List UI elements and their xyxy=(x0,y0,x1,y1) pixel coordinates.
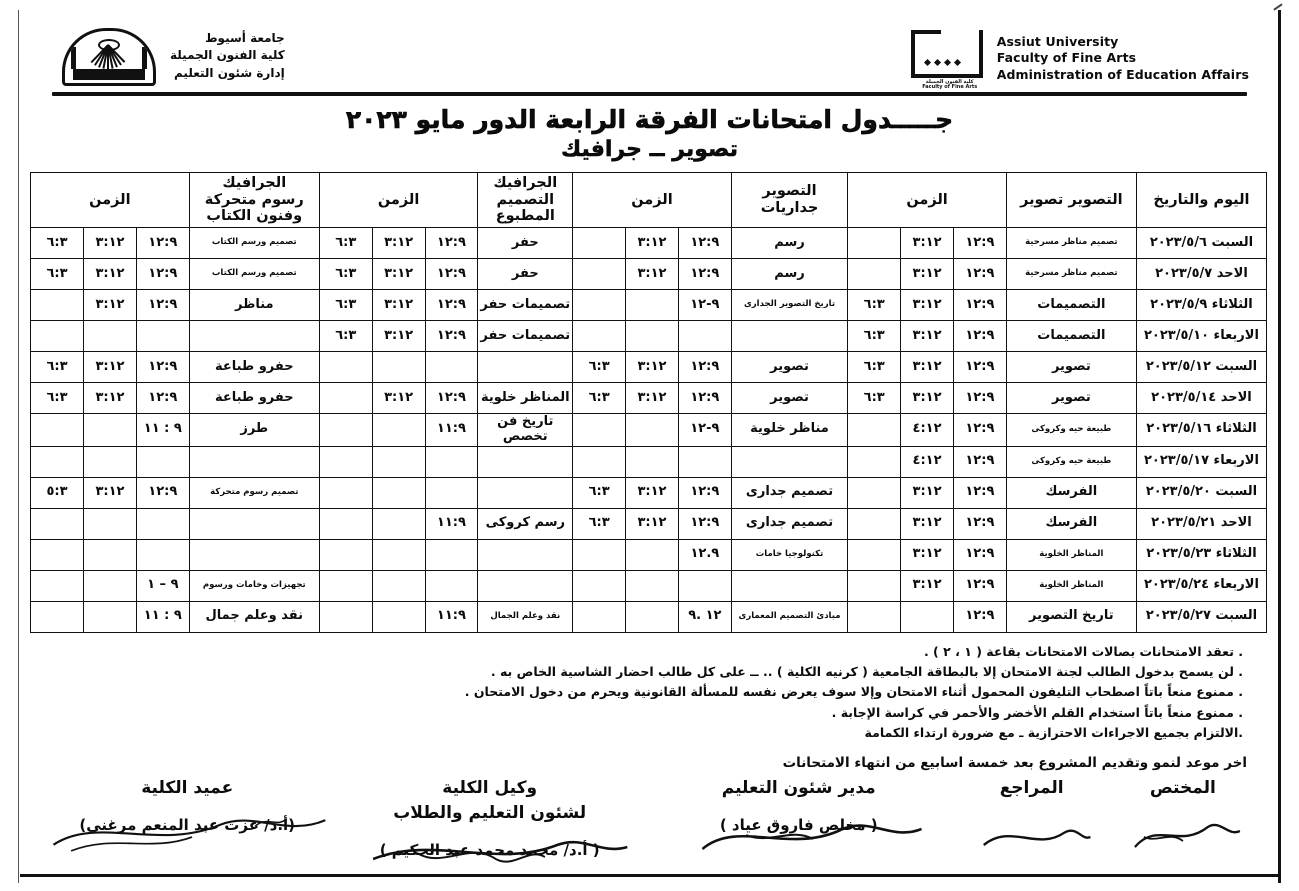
cell-p1: ١٢:٩ xyxy=(953,259,1006,290)
logo-caption-ar: كلية الفنون الجميلة xyxy=(925,78,974,85)
col-header-murals: التصوير جداريات xyxy=(731,173,848,228)
cell-m3 xyxy=(573,290,626,321)
cell-m2: ٣:١٢ xyxy=(626,228,679,259)
english-line-1: Assiut University xyxy=(996,34,1119,49)
arabic-line-2: كلية الفنون الجميلة xyxy=(170,48,285,63)
col-header-date: اليوم والتاريخ xyxy=(1136,173,1266,228)
cell-photo: طبيعة حيه وكروكى xyxy=(1006,446,1136,477)
cell-m3: ٦:٣ xyxy=(573,477,626,508)
cell-p2: ٣:١٢ xyxy=(901,290,954,321)
cell-gp2: ٣:١٢ xyxy=(372,259,425,290)
cell-p2: ٣:١٢ xyxy=(901,228,954,259)
cell-gp3 xyxy=(319,383,372,414)
cell-ga3 xyxy=(31,601,84,632)
cell-p1: ١٢:٩ xyxy=(953,446,1006,477)
cell-p2: ٣:١٢ xyxy=(901,321,954,352)
cell-p2: ٣:١٢ xyxy=(901,352,954,383)
cell-p3 xyxy=(848,477,901,508)
cell-p2 xyxy=(901,601,954,632)
cell-photo: التصميمات xyxy=(1006,290,1136,321)
cell-murals: رسم xyxy=(731,228,848,259)
cell-murals xyxy=(731,446,848,477)
cell-gp1 xyxy=(425,570,478,601)
cell-gp3 xyxy=(319,352,372,383)
cell-murals xyxy=(731,321,848,352)
cell-gp3 xyxy=(319,508,372,539)
table-row xyxy=(31,228,1267,259)
cell-ganim: نقد وعلم جمال xyxy=(189,601,319,632)
cell-gprint xyxy=(478,477,573,508)
signature-subtitle: لشئون التعليم والطلاب xyxy=(393,803,587,824)
table-row xyxy=(31,383,1267,414)
cell-p3 xyxy=(848,228,901,259)
cell-m1 xyxy=(678,570,731,601)
cell-m1: ١٢ .٩ xyxy=(678,601,731,632)
cell-ga1: ١٢:٩ xyxy=(136,477,189,508)
cell-ga3: ٦:٣ xyxy=(31,383,84,414)
cell-gprint: حفر xyxy=(478,259,573,290)
cell-p2: ٣:١٢ xyxy=(901,259,954,290)
signature-name: ( مخلص فاروق عياد ) xyxy=(719,816,878,835)
cell-m3 xyxy=(573,259,626,290)
cell-ga1: ١٢:٩ xyxy=(136,383,189,414)
cell-ga1: ١٢:٩ xyxy=(136,290,189,321)
table-row xyxy=(31,570,1267,601)
col-header-photography: التصوير تصوير xyxy=(1006,173,1136,228)
signature-title: مدير شئون التعليم xyxy=(721,778,876,799)
english-line-2: Faculty of Fine Arts xyxy=(996,50,1137,66)
cell-p3: ٦:٣ xyxy=(848,290,901,321)
cell-ga1: ١٢:٩ xyxy=(136,259,189,290)
cell-ga1 xyxy=(136,321,189,352)
table-row xyxy=(31,508,1267,539)
cell-gp2 xyxy=(372,446,425,477)
cell-gprint: رسم كروكى xyxy=(478,508,573,539)
cell-m3: ٦:٣ xyxy=(573,508,626,539)
table-row xyxy=(31,477,1267,508)
cell-ganim: طرز xyxy=(189,414,319,447)
corner-mark xyxy=(1273,3,1282,10)
cell-p1: ١٢:٩ xyxy=(953,601,1006,632)
cell-ga1 xyxy=(136,539,189,570)
table-row xyxy=(31,446,1267,477)
cell-gprint: المناظر خلوية xyxy=(478,383,573,414)
cell-m1 xyxy=(678,446,731,477)
page-title: جـــــدول امتحانات الفرقة الرابعة الدور مايو ٢٠٢٣ xyxy=(345,105,954,134)
cell-date: السبت ٢٠٢٣/٥/١٢ xyxy=(1136,352,1266,383)
cell-p2: ٣:١٢ xyxy=(901,570,954,601)
cell-gprint xyxy=(478,539,573,570)
cell-ganim xyxy=(189,446,319,477)
cell-p1: ١٢:٩ xyxy=(953,228,1006,259)
project-deadline-note: اخر موعد لنمو وتقديم المشروع بعد خمسة اسابيع من انتهاء الامتحانات xyxy=(782,755,1247,772)
cell-photo: تصوير xyxy=(1006,383,1136,414)
cell-date: الثلاثاء ٢٠٢٣/٥/٩ xyxy=(1136,290,1266,321)
cell-gp2 xyxy=(372,570,425,601)
exam-schedule-table xyxy=(30,172,1267,633)
cell-m2: ٣:١٢ xyxy=(626,352,679,383)
cell-date: الاحد ٢٠٢٣/٥/١٤ xyxy=(1136,383,1266,414)
col-header-graphic-print xyxy=(478,173,573,228)
cell-photo: الفرسك xyxy=(1006,477,1136,508)
cell-m1: ٩-١٢ xyxy=(678,414,731,447)
cell-ga1 xyxy=(136,446,189,477)
page-subtitle: تصوير ــ جرافيك xyxy=(561,137,738,162)
table-row xyxy=(31,352,1267,383)
cell-p3 xyxy=(848,446,901,477)
cell-m2 xyxy=(626,570,679,601)
cell-m1 xyxy=(678,321,731,352)
cell-gp2 xyxy=(372,477,425,508)
cell-murals: تاريخ التصوير الجدارى xyxy=(731,290,848,321)
cell-p3 xyxy=(848,508,901,539)
cell-photo: تاريخ التصوير xyxy=(1006,601,1136,632)
cell-murals: تكنولوجيا خامات xyxy=(731,539,848,570)
cell-m2 xyxy=(626,446,679,477)
cell-gp2: ٣:١٢ xyxy=(372,290,425,321)
cell-photo: تصميم مناظر مسرحية xyxy=(1006,228,1136,259)
cell-gprint: تصميمات حفر xyxy=(478,290,573,321)
cell-ganim xyxy=(189,508,319,539)
cell-ganim xyxy=(189,321,319,352)
cell-murals: مبادئ التصميم المعمارى xyxy=(731,601,848,632)
cell-gprint xyxy=(478,352,573,383)
cell-photo: التصميمات xyxy=(1006,321,1136,352)
cell-murals: تصوير xyxy=(731,352,848,383)
cell-ga3 xyxy=(31,321,84,352)
cell-ganim: تجهيزات وخامات ورسوم xyxy=(189,570,319,601)
cell-p1: ١٢:٩ xyxy=(953,383,1006,414)
cell-murals: تصميم جدارى xyxy=(731,477,848,508)
cell-gp2 xyxy=(372,539,425,570)
cell-ga2 xyxy=(84,321,137,352)
cell-ga2: ٣:١٢ xyxy=(84,352,137,383)
cell-gp3 xyxy=(319,601,372,632)
signature-name: (أ.د/ عزت عبد المنعم مرغنى) xyxy=(79,816,296,835)
schedule-table-wrap xyxy=(30,172,1267,633)
table-row xyxy=(31,539,1267,570)
cell-ga2: ٣:١٢ xyxy=(84,259,137,290)
col-header-time-2: الزمن xyxy=(573,173,732,228)
signature-block-director-education xyxy=(641,777,957,859)
cell-date: الاربعاء ٢٠٢٣/٥/١٧ xyxy=(1136,446,1266,477)
cell-p2: ٣:١٢ xyxy=(901,477,954,508)
cell-p3 xyxy=(848,414,901,447)
note-item: . ممنوع منعاً باتاً اصطحاب التليفون المحمول أثناء الامتحان وإلا سوف يعرض نفسه للمسألة القانونية ويحرم من دخول الامتحان . xyxy=(464,684,1243,700)
signature-name: ( أ.د/ محمد محمد عبد الحكيم ) xyxy=(379,841,600,859)
cell-photo: الفرسك xyxy=(1006,508,1136,539)
cell-date: السبت ٢٠٢٣/٥/٦ xyxy=(1136,228,1266,259)
cell-gp3 xyxy=(319,539,372,570)
arabic-line-3: إدارة شئون التعليم xyxy=(174,65,285,80)
graphic-print-line-1: الجرافيك التصميم xyxy=(493,174,558,208)
header-divider xyxy=(52,92,1247,96)
cell-p1: ١٢:٩ xyxy=(953,539,1006,570)
cell-ga1: ٩ : ١١ xyxy=(136,414,189,447)
cell-ga3 xyxy=(31,539,84,570)
cell-ga3 xyxy=(31,570,84,601)
cell-ga3: ٦:٣ xyxy=(31,228,84,259)
cell-m1: ١٢:٩ xyxy=(678,259,731,290)
cell-m3 xyxy=(573,321,626,352)
cell-gp2 xyxy=(372,352,425,383)
cell-m1: ٩-١٢ xyxy=(678,290,731,321)
signature-title-specialist-wrap xyxy=(1150,777,1216,800)
english-letterhead-lines xyxy=(997,22,1249,83)
cell-m3 xyxy=(573,414,626,447)
cell-gprint: نقد وعلم الجمال xyxy=(478,601,573,632)
note-item: .الالتزام بجميع الاجراءات الاحترازية ـ مع ضرورة ارتداء الكمامة xyxy=(864,724,1243,740)
cell-gp1: ١٢:٩ xyxy=(425,259,478,290)
cell-photo: تصوير xyxy=(1006,352,1136,383)
cell-photo: طبيعة حيه وكروكى xyxy=(1006,414,1136,447)
signature-title: المختص xyxy=(1149,778,1216,799)
cell-gp1: ١٢:٩ xyxy=(425,383,478,414)
cell-ga3 xyxy=(31,290,84,321)
cell-murals: تصميم جدارى xyxy=(731,508,848,539)
cell-gp2: ٣:١٢ xyxy=(372,383,425,414)
cell-ganim: حفرو طباعة xyxy=(189,383,319,414)
cell-gp1: ١٢:٩ xyxy=(425,321,478,352)
cell-date: الاحد ٢٠٢٣/٥/٧ xyxy=(1136,259,1266,290)
graphic-anim-line-2: رسوم متحركة وفنون الكتاب xyxy=(204,191,304,225)
cell-m1: ١٢:٩ xyxy=(678,383,731,414)
cell-gp2 xyxy=(372,601,425,632)
cell-date: السبت ٢٠٢٣/٥/٢٠ xyxy=(1136,477,1266,508)
cell-ga3: ٥:٣ xyxy=(31,477,84,508)
cell-p2: ٤:١٢ xyxy=(901,414,954,447)
cell-ga2: ٣:١٢ xyxy=(84,228,137,259)
cell-date: الاحد ٢٠٢٣/٥/٢١ xyxy=(1136,508,1266,539)
cell-ganim: تصميم رسوم متحركة xyxy=(189,477,319,508)
signature-mark xyxy=(957,811,1259,857)
cell-m1: ١٢:٩ xyxy=(678,477,731,508)
letterhead-right xyxy=(62,22,285,86)
cell-ga1: ١٢:٩ xyxy=(136,228,189,259)
cell-gprint: تاريخ فن تخصص xyxy=(478,414,573,447)
signature-block-education-affairs xyxy=(957,777,1259,859)
cell-photo: المناظر الخلوية xyxy=(1006,539,1136,570)
cell-murals: مناظر خلوية xyxy=(731,414,848,447)
cell-ga2: ٣:١٢ xyxy=(84,383,137,414)
cell-m3 xyxy=(573,446,626,477)
cell-p2: ٤:١٢ xyxy=(901,446,954,477)
cell-ga2 xyxy=(84,414,137,447)
table-row xyxy=(31,259,1267,290)
title-block xyxy=(22,105,1277,162)
signature-title: المراجع xyxy=(999,778,1064,799)
cell-m3 xyxy=(573,601,626,632)
cell-gp2 xyxy=(372,508,425,539)
cell-p2: ٣:١٢ xyxy=(901,383,954,414)
cell-p1: ١٢:٩ xyxy=(953,290,1006,321)
cell-p2: ٣:١٢ xyxy=(901,539,954,570)
cell-gp1 xyxy=(425,477,478,508)
cell-m2 xyxy=(626,321,679,352)
cell-ganim: تصميم ورسم الكتاب xyxy=(189,228,319,259)
notes-list xyxy=(22,642,1243,743)
table-row xyxy=(31,290,1267,321)
cell-date: السبت ٢٠٢٣/٥/٢٧ xyxy=(1136,601,1266,632)
cell-m3: ٦:٣ xyxy=(573,383,626,414)
cell-gp3: ٦:٣ xyxy=(319,259,372,290)
cell-p3 xyxy=(848,259,901,290)
cell-gp3 xyxy=(319,446,372,477)
cell-m1: ١٢:٩ xyxy=(678,508,731,539)
cell-m2: ٣:١٢ xyxy=(626,477,679,508)
cell-m3: ٦:٣ xyxy=(573,352,626,383)
cell-murals: رسم xyxy=(731,259,848,290)
footer-divider xyxy=(20,874,1279,877)
logo-caption-en: Faculty of Fine Arts xyxy=(922,84,978,91)
university-seal-icon xyxy=(62,28,156,86)
cell-ga2 xyxy=(84,570,137,601)
cell-ga3: ٦:٣ xyxy=(31,352,84,383)
cell-p1: ١٢:٩ xyxy=(953,477,1006,508)
cell-ganim: تصميم ورسم الكتاب xyxy=(189,259,319,290)
table-header-row xyxy=(31,173,1267,228)
col-header-graphic-animation xyxy=(189,173,319,228)
cell-m2 xyxy=(626,601,679,632)
cell-ga2: ٣:١٢ xyxy=(84,290,137,321)
arabic-letterhead-lines xyxy=(170,22,285,82)
cell-date: الثلاثاء ٢٠٢٣/٥/٢٣ xyxy=(1136,539,1266,570)
cell-ga2 xyxy=(84,508,137,539)
cell-m3 xyxy=(573,570,626,601)
cell-m2: ٣:١٢ xyxy=(626,508,679,539)
cell-gp1: ١٢:٩ xyxy=(425,228,478,259)
cell-p3 xyxy=(848,570,901,601)
cell-m1: ١٢:٩ xyxy=(678,228,731,259)
cell-ga2 xyxy=(84,601,137,632)
signature-title: عميد الكلية xyxy=(141,778,234,799)
table-row xyxy=(31,601,1267,632)
cell-ga3: ٦:٣ xyxy=(31,259,84,290)
cell-ga2 xyxy=(84,539,137,570)
cell-m3 xyxy=(573,228,626,259)
cell-murals xyxy=(731,570,848,601)
cell-gp3: ٦:٣ xyxy=(319,290,372,321)
cell-gprint: حفر xyxy=(478,228,573,259)
cell-p3 xyxy=(848,601,901,632)
cell-ga3 xyxy=(31,414,84,447)
cell-gp1 xyxy=(425,539,478,570)
cell-m2: ٣:١٢ xyxy=(626,383,679,414)
arabic-line-1: جامعة أسيوط xyxy=(205,31,285,45)
col-header-time-1: الزمن xyxy=(848,173,1007,228)
cell-gp3 xyxy=(319,570,372,601)
signature-row xyxy=(22,777,1277,859)
table-body xyxy=(31,228,1267,633)
cell-ga1: ١٢:٩ xyxy=(136,352,189,383)
cell-m1: ١٢.٩ xyxy=(678,539,731,570)
cell-gp3: ٦:٣ xyxy=(319,228,372,259)
cell-ganim: حفرو طباعة xyxy=(189,352,319,383)
cell-murals: تصوير xyxy=(731,383,848,414)
cell-ga2: ٣:١٢ xyxy=(84,477,137,508)
cell-date: الاربعاء ٢٠٢٣/٥/٢٤ xyxy=(1136,570,1266,601)
cell-gp1: ١٢:٩ xyxy=(425,290,478,321)
cell-ga1: ٩ : ١١ xyxy=(136,601,189,632)
cell-gp1 xyxy=(425,446,478,477)
cell-p3: ٦:٣ xyxy=(848,352,901,383)
cell-m3 xyxy=(573,539,626,570)
cell-p1: ١٢:٩ xyxy=(953,508,1006,539)
signature-block-dean xyxy=(36,777,338,859)
english-line-3: Administration of Education Affairs xyxy=(996,66,1249,82)
graphic-anim-line-1: الجرافيك xyxy=(222,174,287,191)
col-header-time-4: الزمن xyxy=(31,173,190,228)
table-row xyxy=(31,414,1267,447)
cell-p1: ١٢:٩ xyxy=(953,352,1006,383)
signature-block-vice-dean xyxy=(338,777,640,859)
cell-p1: ١٢:٩ xyxy=(953,414,1006,447)
faculty-logo-icon xyxy=(911,30,983,91)
cell-ga1 xyxy=(136,508,189,539)
cell-gprint: تصميمات حفر xyxy=(478,321,573,352)
table-row xyxy=(31,321,1267,352)
cell-ga1: ٩ – ١ xyxy=(136,570,189,601)
cell-gp3 xyxy=(319,477,372,508)
cell-m2: ٣:١٢ xyxy=(626,259,679,290)
cell-gp1: ١١:٩ xyxy=(425,601,478,632)
cell-gp2 xyxy=(372,414,425,447)
cell-gp1: ١١:٩ xyxy=(425,414,478,447)
cell-gp3 xyxy=(319,414,372,447)
cell-ganim xyxy=(189,539,319,570)
cell-p1: ١٢:٩ xyxy=(953,321,1006,352)
note-item: . تعقد الامتحانات بصالات الامتحانات بقاعة ( ١ ، ٢ ) . xyxy=(923,643,1243,659)
col-header-time-3: الزمن xyxy=(319,173,478,228)
cell-date: الاربعاء ٢٠٢٣/٥/١٠ xyxy=(1136,321,1266,352)
cell-ga3 xyxy=(31,446,84,477)
cell-p1: ١٢:٩ xyxy=(953,570,1006,601)
cell-p3: ٦:٣ xyxy=(848,383,901,414)
note-item: . ممنوع منعاً باتاً استخدام القلم الأخضر والأحمر في كراسة الإجابة . xyxy=(831,704,1243,720)
cell-gp1: ١١:٩ xyxy=(425,508,478,539)
cell-gp3: ٦:٣ xyxy=(319,321,372,352)
cell-photo: المناظر الخلوية xyxy=(1006,570,1136,601)
cell-m2 xyxy=(626,290,679,321)
cell-gp2: ٣:١٢ xyxy=(372,321,425,352)
cell-ganim: مناظر xyxy=(189,290,319,321)
cell-date: الثلاثاء ٢٠٢٣/٥/١٦ xyxy=(1136,414,1266,447)
cell-gp2: ٣:١٢ xyxy=(372,228,425,259)
graphic-print-line-2: المطبوع xyxy=(495,208,555,225)
cell-m2 xyxy=(626,414,679,447)
cell-gp1 xyxy=(425,352,478,383)
cell-p3 xyxy=(848,539,901,570)
signature-title-reviewer-wrap xyxy=(1000,777,1064,800)
cell-m2 xyxy=(626,539,679,570)
cell-ga3 xyxy=(31,508,84,539)
signature-title: وكيل الكلية xyxy=(442,778,538,799)
cell-photo: تصميم مناظر مسرحية xyxy=(1006,259,1136,290)
cell-gprint xyxy=(478,570,573,601)
cell-ga2 xyxy=(84,446,137,477)
note-item: . لن يسمح بدخول الطالب لجنة الامتحان إلا بالبطاقة الجامعية ( كرنيه الكلية ) .. ــ على كل طالب احضار الشاسية الخاص به . xyxy=(490,664,1243,680)
letterhead xyxy=(22,14,1277,91)
cell-p2: ٣:١٢ xyxy=(901,508,954,539)
letterhead-left xyxy=(911,22,1249,91)
cell-gprint xyxy=(478,446,573,477)
cell-p3: ٦:٣ xyxy=(848,321,901,352)
cell-m1: ١٢:٩ xyxy=(678,352,731,383)
